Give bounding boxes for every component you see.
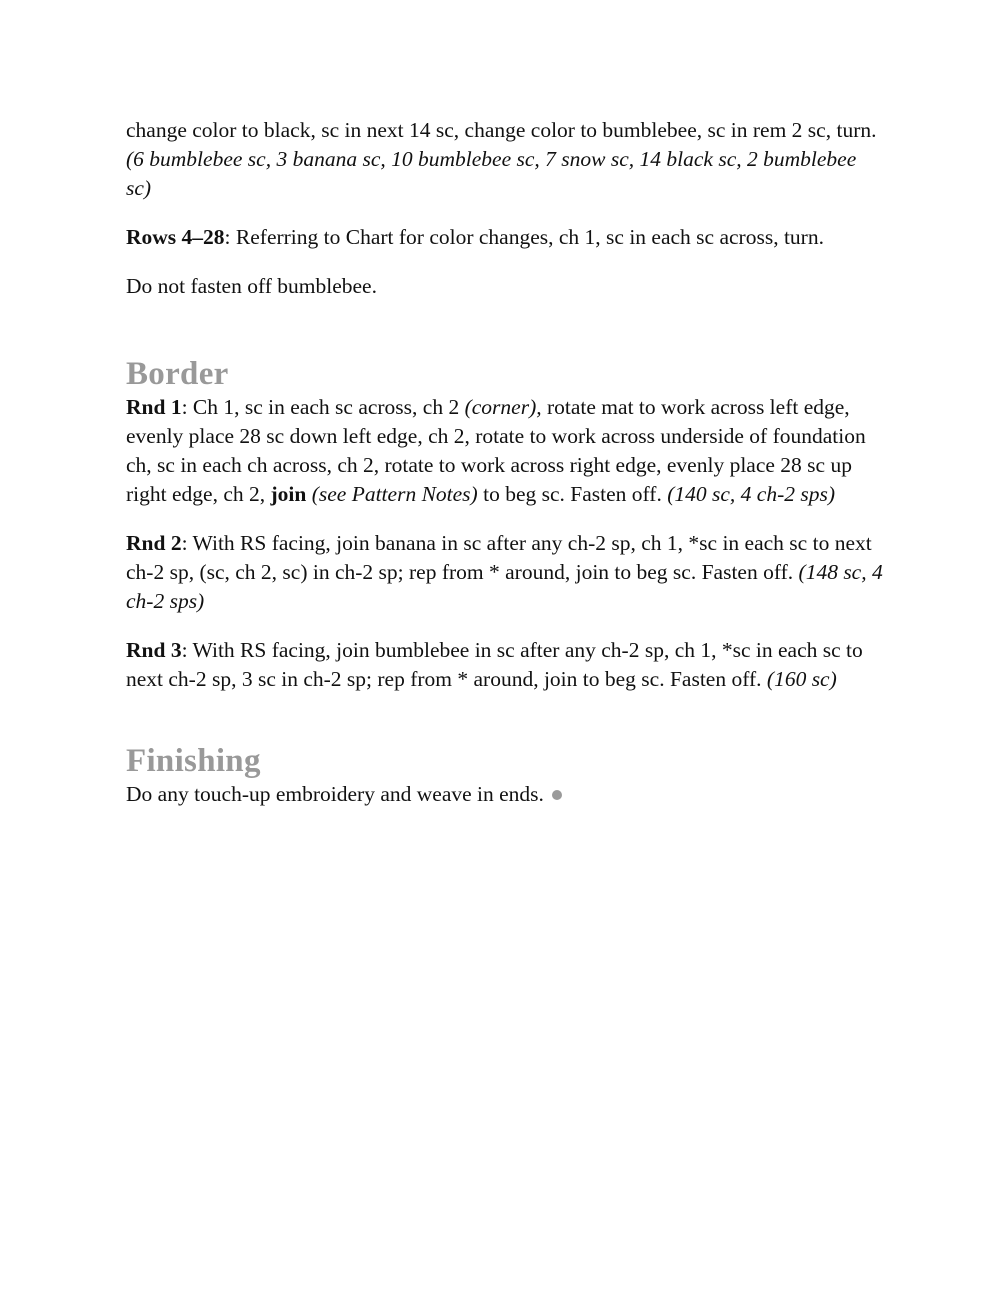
rnd3-text: : With RS facing, join bumblebee in sc after any ch-2 sp, ch 1, *sc in each sc to next ch-2 sp, 3 sc in ch-2 sp; rep from * around, join to beg sc. Fasten off. bbox=[126, 638, 863, 691]
pattern-page bbox=[126, 116, 886, 809]
rnd1-see-notes: (see Pattern Notes) bbox=[311, 482, 478, 506]
rnd3-label: Rnd 3 bbox=[126, 638, 182, 662]
rnd1-text-part3: to beg sc. Fasten off. bbox=[477, 482, 668, 506]
fasten-note: Do not fasten off bumblebee. bbox=[126, 274, 377, 298]
rnd2-text: : With RS facing, join banana in sc after any ch-2 sp, ch 1, *sc in each sc to next ch-2 sp, (sc, ch 2, sc) in ch-2 sp; rep from * around, join to beg sc. Fasten off. bbox=[126, 531, 872, 584]
rnd1-corner-note: (corner), bbox=[464, 395, 542, 419]
end-marker-icon bbox=[552, 790, 562, 800]
finishing-heading: Finishing bbox=[126, 743, 261, 779]
rnd1-label: Rnd 1 bbox=[126, 395, 182, 419]
rnd2-stitch-count: (148 sc, 4 ch-2 sps) bbox=[126, 560, 883, 613]
rows-text: : Referring to Chart for color changes, ch 1, sc in each sc across, turn. bbox=[224, 225, 824, 249]
finishing-paragraph bbox=[126, 780, 886, 809]
rnd2-label: Rnd 2 bbox=[126, 531, 182, 555]
continuation-text: change color to black, sc in next 14 sc, change color to bumblebee, sc in rem 2 sc, turn. bbox=[126, 118, 877, 142]
continuation-paragraph bbox=[126, 116, 886, 203]
continuation-stitch-count: (6 bumblebee sc, 3 banana sc, 10 bumblebee sc, 7 snow sc, 14 black sc, 2 bumblebee sc) bbox=[126, 147, 857, 200]
rnd1-text-part2: rotate mat to work across left edge, evenly place 28 sc down left edge, ch 2, rotate to work across underside of foundation ch, sc in each ch across, ch 2, rotate to work across right edge, evenly place 28 sc up right edge, ch 2, bbox=[126, 395, 866, 506]
border-heading: Border bbox=[126, 356, 229, 392]
rnd2-paragraph bbox=[126, 529, 886, 616]
rnd1-text-part1: : Ch 1, sc in each sc across, ch 2 bbox=[181, 395, 465, 419]
rows-paragraph bbox=[126, 223, 886, 252]
rnd1-stitch-count: (140 sc, 4 ch-2 sps) bbox=[667, 482, 836, 506]
rnd1-join-term: join bbox=[270, 482, 307, 506]
rnd1-paragraph bbox=[126, 393, 886, 509]
finishing-text: Do any touch-up embroidery and weave in ends. bbox=[126, 782, 544, 806]
rows-label: Rows 4–28 bbox=[126, 225, 225, 249]
rnd3-stitch-count: (160 sc) bbox=[766, 667, 837, 691]
rnd3-paragraph bbox=[126, 636, 886, 694]
